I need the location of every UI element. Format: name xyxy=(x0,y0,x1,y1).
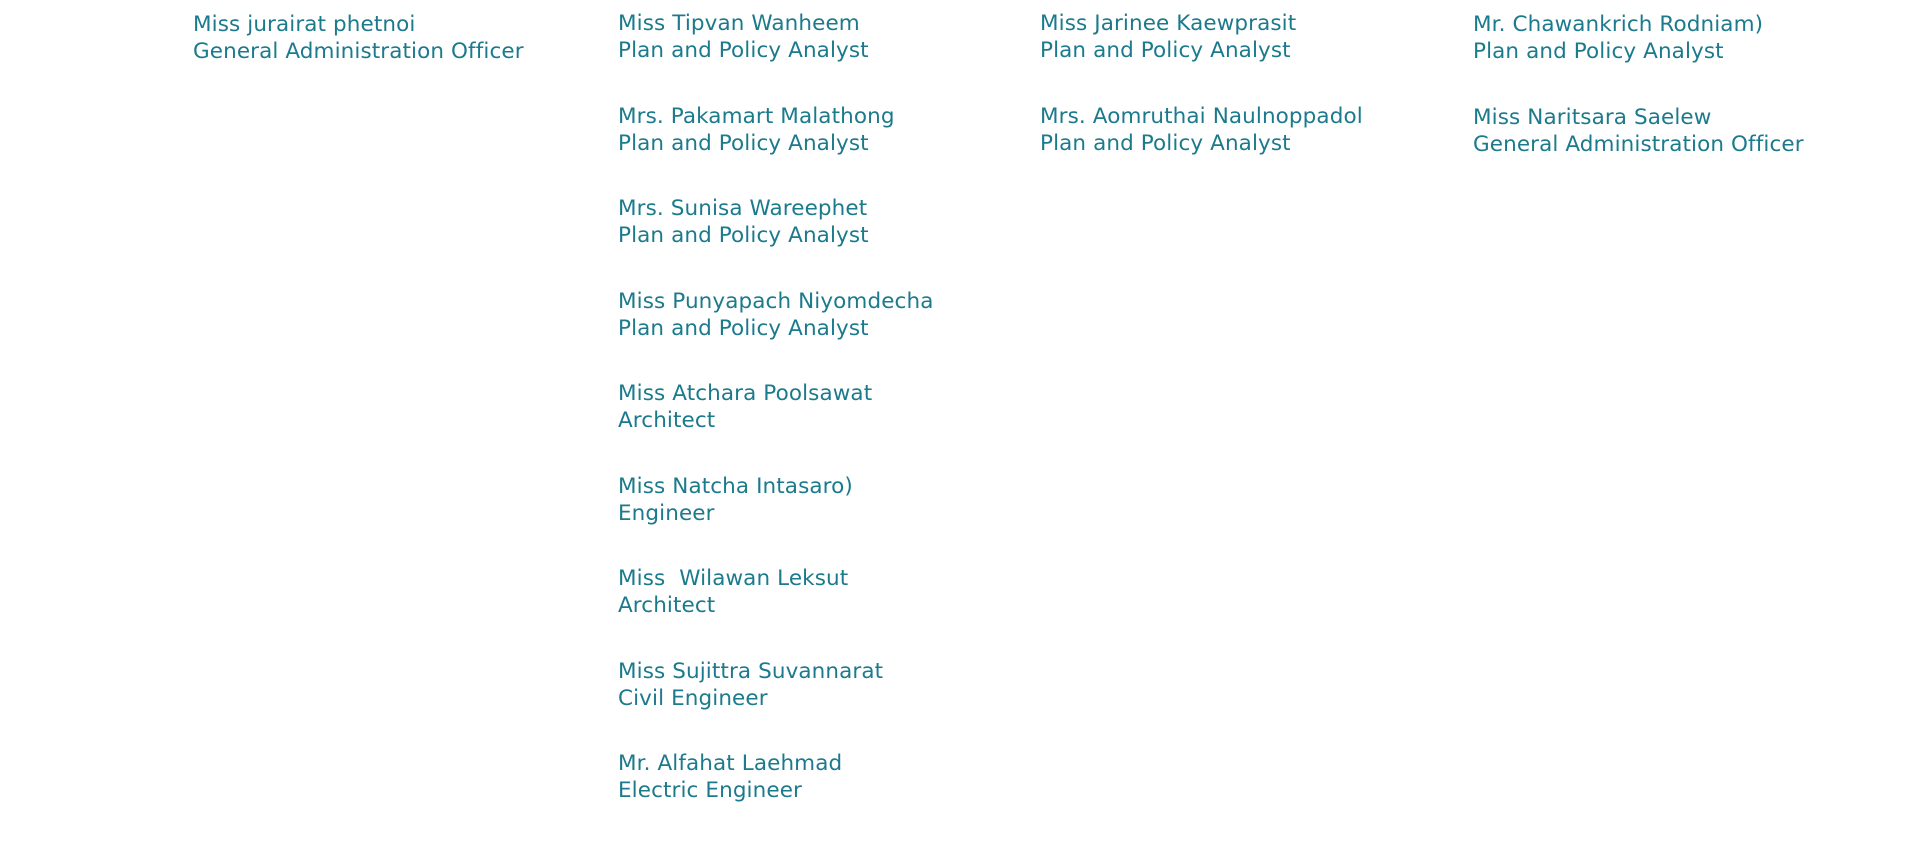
staff-role: Plan and Policy Analyst xyxy=(1040,130,1291,156)
staff-name: Miss Sujittra Suvannarat xyxy=(618,658,884,684)
staff-name: Mr. Chawankrich Rodniam) xyxy=(1473,12,1764,37)
staff-name: Mr. Alfahat Laehmad xyxy=(618,751,843,776)
staff-entry xyxy=(618,473,933,566)
staff-column-4 xyxy=(1473,11,1804,196)
staff-role: Electric Engineer xyxy=(618,778,802,803)
staff-entry xyxy=(618,288,933,381)
staff-column-1 xyxy=(193,11,524,104)
staff-entry xyxy=(1040,103,1363,196)
staff-role: Engineer xyxy=(618,500,715,526)
staff-role: General Administration Officer xyxy=(193,39,524,64)
staff-name: Mrs. Aomruthai Naulnoppadol xyxy=(1040,103,1363,129)
staff-role: Architect xyxy=(618,408,716,433)
staff-role: Plan and Policy Analyst xyxy=(1040,38,1291,63)
staff-role: Plan and Policy Analyst xyxy=(618,38,869,63)
staff-entry xyxy=(618,10,933,103)
staff-entry xyxy=(618,103,933,196)
staff-entry xyxy=(193,11,524,104)
staff-column-2 xyxy=(618,10,933,843)
staff-entry xyxy=(618,750,933,843)
staff-entry xyxy=(618,565,933,658)
staff-name: Mrs. Pakamart Malathong xyxy=(618,103,895,129)
staff-entry xyxy=(618,658,933,751)
staff-name: Miss Tipvan Wanheem xyxy=(618,11,860,36)
staff-entry xyxy=(1473,11,1804,104)
staff-column-3 xyxy=(1040,10,1363,195)
staff-entry xyxy=(1473,104,1804,197)
staff-role: Plan and Policy Analyst xyxy=(618,223,869,248)
staff-name: Mrs. Sunisa Wareephet xyxy=(618,196,868,221)
staff-role: Civil Engineer xyxy=(618,685,768,711)
staff-entry xyxy=(618,195,933,288)
staff-entry xyxy=(1040,10,1363,103)
staff-name: Miss Atchara Poolsawat xyxy=(618,381,873,406)
staff-role: Plan and Policy Analyst xyxy=(618,315,869,341)
staff-name: Miss Wilawan Leksut xyxy=(618,566,849,591)
staff-name: Miss Punyapach Niyomdecha xyxy=(618,288,934,314)
staff-role: Plan and Policy Analyst xyxy=(618,130,869,156)
staff-name: Miss Naritsara Saelew xyxy=(1473,104,1712,130)
staff-role: General Administration Officer xyxy=(1473,131,1804,157)
staff-name: Miss jurairat phetnoi xyxy=(193,12,416,37)
staff-name: Miss Natcha Intasaro) xyxy=(618,473,853,499)
staff-role: Architect xyxy=(618,593,716,618)
staff-entry xyxy=(618,380,933,473)
staff-role: Plan and Policy Analyst xyxy=(1473,39,1724,64)
staff-name: Miss Jarinee Kaewprasit xyxy=(1040,11,1297,36)
